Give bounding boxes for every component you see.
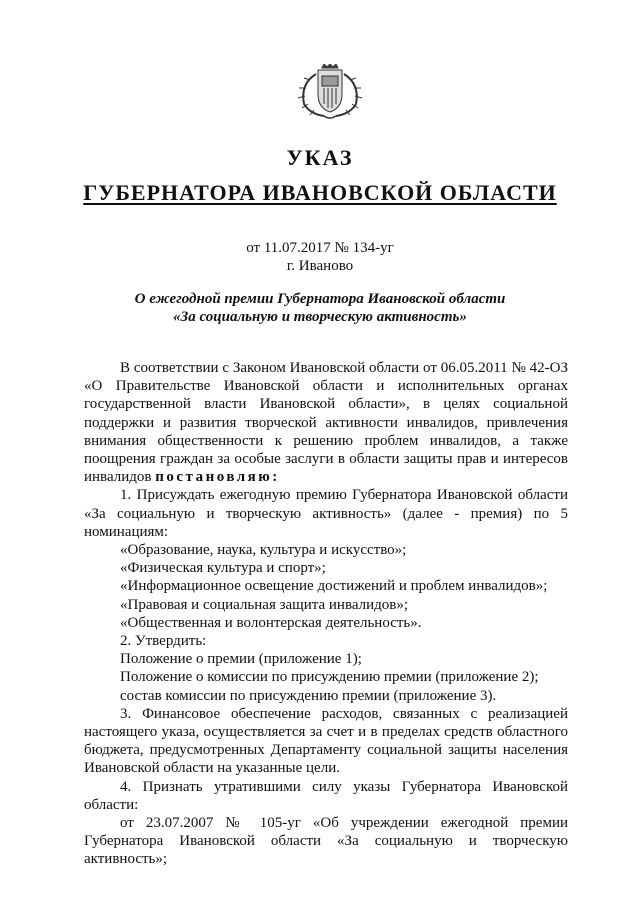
approval-item: состав комиссии по присуждению премии (приложение 3). <box>120 687 497 704</box>
decree-subject <box>0 290 640 326</box>
nomination-item: «Информационное освещение достижений и проблем инвалидов»; <box>120 578 548 595</box>
document-type-title: УКАЗ <box>286 145 354 170</box>
item-2: 2. Утвердить: <box>120 633 207 650</box>
date-number: от 11.07.2017 № 134-уг <box>246 240 394 256</box>
item-3: 3. Финансовое обеспечение расходов, связанных с реализацией настоящего указа, осуществляется за счет и в пределах средств областного бюджета, предусмотренных Департаменту социальной защиты населения Ивановской области на указанные цели. <box>84 705 568 777</box>
decree-word: постановляю: <box>155 469 280 486</box>
item-1: 1. Присуждать ежегодную премию Губернатора Ивановской области «За социальную и творческую активность» (далее - премия) по 5 номинациям: <box>84 487 568 540</box>
subject-line-2: «За социальную и творческую активность» <box>173 309 467 325</box>
item-4-subitem: от 23.07.2007 № 105-уг «Об учреждении ежегодной премии Губернатора Ивановской области «За социальную и творческую активность»; <box>84 815 568 868</box>
approval-item: Положение о комиссии по присуждению премии (приложение 2); <box>120 669 539 686</box>
date-block <box>0 239 640 275</box>
subject-line-1: О ежегодной премии Губернатора Ивановской области <box>134 291 506 307</box>
item-4: 4. Признать утратившими силу указы Губернатора Ивановской области: <box>84 778 568 813</box>
nomination-item: «Физическая культура и спорт»; <box>120 560 326 577</box>
preamble-paragraph <box>84 359 568 486</box>
city-name: г. Иваново <box>286 258 354 274</box>
nomination-item: «Правовая и социальная защита инвалидов»; <box>120 596 409 613</box>
nomination-item: «Образование, наука, культура и искусство»; <box>120 542 407 559</box>
issuer-title: ГУБЕРНАТОРА ИВАНОВСКОЙ ОБЛАСТИ <box>83 180 557 205</box>
approval-item: Положение о премии (приложение 1); <box>120 651 362 668</box>
document-body <box>84 359 568 869</box>
preamble-text: В соответствии с Законом Ивановской области от 06.05.2011 № 42-ОЗ «О Правительстве Ивановской области и исполнительных органах государственной власти Ивановской области», в целях социальной поддержки и развития творческой активности инвалидов, привлечения внимания общественности к решению проблем инвалидов, а также поощрения граждан за особые заслуги в области защиты прав и интересов инвалидов <box>84 360 568 486</box>
coat-of-arms-emblem <box>290 64 370 120</box>
nomination-item: «Общественная и волонтерская деятельность». <box>120 614 422 631</box>
